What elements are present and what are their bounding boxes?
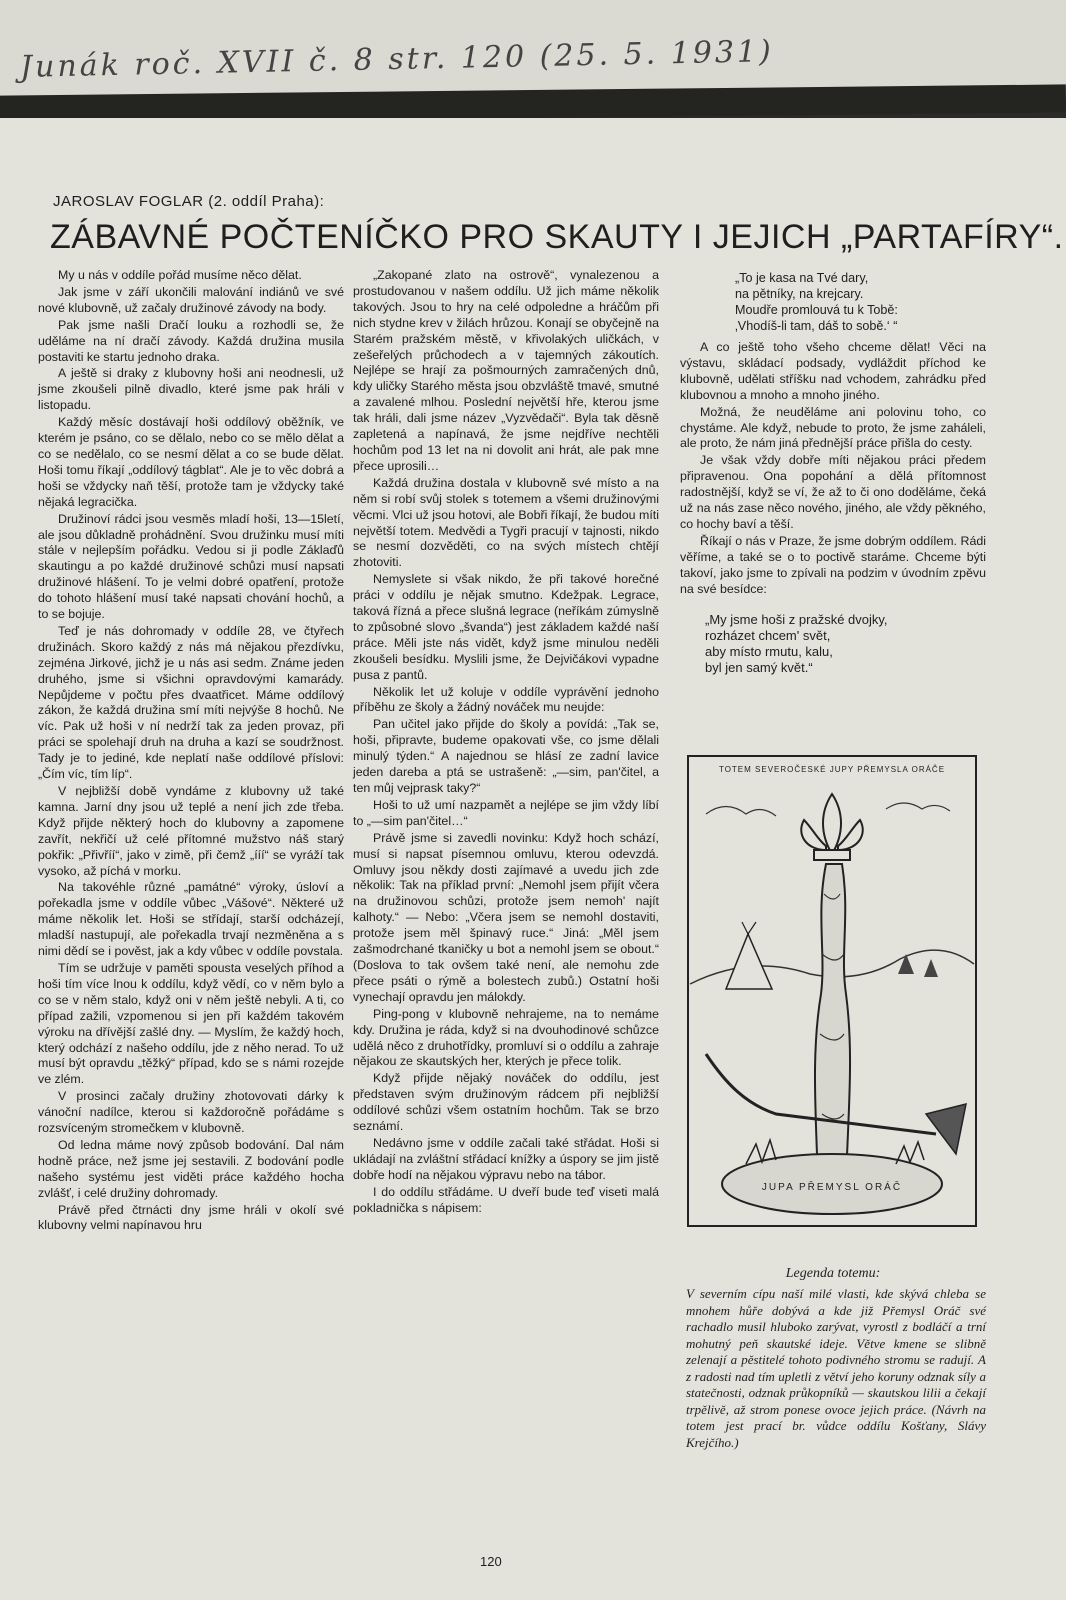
paragraph: A co ještě toho všeho chceme dělat! Věci na výstavu, skládací podsady, vydláždit příchod ke klubovně, udělati stříšku nad vchodem, zahrádku před klubovnou a mnoho a mnoho jiného. <box>680 340 986 402</box>
page-number: 120 <box>480 1554 502 1569</box>
paragraph: V nejbližší době vyndáme z klubovny už také kamna. Jarní dny jsou už teplé a není jich zde třeba. Když přijde některý hoch do klubovny a zapomene zavřít, nekřičí už celé přítomné mužstvo náš starý pokřik: „Přivříí“, jako v zimě, při čemž „ííí“ se vyráží tak vysoko, až píchá v morku. <box>38 784 344 878</box>
byline: JAROSLAV FOGLAR (2. oddíl Praha): <box>53 193 325 210</box>
column-3 <box>680 268 986 686</box>
paragraph: Ping-pong v klubovně nehrajeme, na to nemáme kdy. Družina je ráda, když si na dvouhodinové schůzce udělá něco z druhotřídky, promluví si o oddílu a zahraje nějakou ze skautských her, kterých je přece tolik. <box>353 1006 659 1069</box>
paragraph: Každá družina dostala v klubovně své místo a na něm si robí svůj stolek s totemem a všemi družinovými věcmi. Vlci už jsou hotovi, ale Bobři říkají, že budou míti největší totem. Medvědi a Tygři pracují v tajnosti, nikdo se nesmí dozvěděti, co na svých místech chtějí zhotoviti. <box>353 475 659 570</box>
paragraph: Hoši to už umí nazpamět a nejlépe se jim vždy líbí to „—sim pan'čitel…“ <box>353 797 659 828</box>
song-verse: „My jsme hoši z pražské dvojky, rozházet chcem' svět, aby místo rmutu, kalu, byl jen samý květ.“ <box>705 611 888 675</box>
paragraph: Každý měsíc dostávají hoši oddílový oběžník, ve kterém je psáno, co se dělalo, nebo co se mělo dělat a co se nedělalo, co se nesmí dělat a co se bude dělat. Hoši tomu říkají „oddílový tágblat“. Ale je to věc dobrá a hoši se vždycky naň těší, protože tam je vždycky také nějaká legracička. <box>38 415 344 509</box>
legend-title: Legenda totemu: <box>785 1266 881 1281</box>
paragraph: Několik let už koluje v oddíle vyprávění jednoho příběhu ze školy a žádný nováček mu neujde: <box>353 684 659 715</box>
paragraph: Říkají o nás v Praze, že jsme dobrým oddílem. Rádi věříme, a také se o to poctivě staráme. Chceme býti takoví, jako jsme to zpívali na podzim v úvodním zpěvu na své besídce: <box>680 533 986 596</box>
paragraph: Tím se udržuje v paměti spousta veselých příhod a hoši tím více lnou k oddílu, když vědí, co v něm bylo a co se v něm stalo, když oni v něm ještě nebyli. A ti, co případ zažili, vzpomenou si jen při každém takovém výroku na dřívější zašlé dny. — Myslím, že každý hoch, který odchází z našeho oddílu, jde z něho nerad. To už musí být opravdu „těžký“ případ, kdo se s námi rozejde ve zlém. <box>38 960 344 1087</box>
paragraph: Družinoví rádci jsou vesměs mladí hoši, 13—15letí, ale jsou důkladně prohádnění. Svou družinku musí míti stále v nejlepším pořádku. Vedou si ji podle Záklaďů skautingu a po každé družinové schůzi musí napsati družinové hlášení. To je velmi dobré opatření, protože do tohoto hlášení musí také napsati chování hochů, a to se bojuje. <box>38 511 344 622</box>
paragraph: Pan učitel jako přijde do školy a povídá: „Tak se, hoši, připravte, budeme opakovati vše, co jsme dělali minulý týden.“ A najednou se hlásí ze zadní lavice jeden dareba a ptá se ustrašeně: „—sim, pan'čitel, a ten můj vejprask taky?“ <box>353 717 659 795</box>
paragraph: Od ledna máme nový způsob bodování. Dal nám hodně práce, než jsme jej sestavili. Z bodování podle našeho systému jest viděti práce každého hocha zvlášť, i celé družiny dohromady. <box>38 1137 344 1200</box>
paragraph: I do oddílu střádáme. U dveří bude teď viseti malá pokladnička s nápisem: <box>353 1184 659 1215</box>
piggy-bank-verse: „To je kasa na Tvé dary, na pětníky, na krejcary. Moudře promlouvá tu k Tobě: ‚Vhodíš-li tam, dáš to sobě.‘ “ <box>735 271 898 333</box>
legend-text: V severním cípu naší milé vlasti, kde skývá chleba se mnohem hůře dobývá a kde již Přemysl Oráč své rachadlo musil hluboko zarývat, vyrostl z bodláčí a trní mohutný peň skautské ideje. Větve kmene se slibně zelenají a pěstitelé tohoto podivného stromu se radují. A z radosti nad tím upletli z větví jeho koruny odznak síly a statečnosti, odznak průkopníků — skautskou lilii a čekají trpělivě, až strom ponese ovoce jejich práce. (Návrh na totem jest prací br. vůdce oddílu Košťany, Slávy Krejčího.) <box>686 1286 986 1450</box>
paragraph: Možná, že neuděláme ani polovinu toho, co chystáme. Ale když, nebude to proto, že jsme zaháleli, ale proto, že nám jiná přednější práce přišla do cesty. <box>680 404 986 451</box>
paragraph: A ještě si draky z klubovny hoši ani neodnesli, už jsme zkoušeli pilně divadlo, které jsme pak hráli v listopadu. <box>38 366 344 413</box>
totem-illustration <box>686 754 978 1228</box>
paragraph: Právě před čtrnácti dny jsme hráli v okolí své klubovny velmi napínavou hru <box>38 1202 344 1233</box>
column-1 <box>38 268 344 1235</box>
paragraph: Nemyslete si však nikdo, že při takové horečné práci v oddílu je nějak smutno. Kdežpak. Legrace, taková řízná a přece slušná legrace (neříkám zúmyslně to způsobné slovo „švanda“) jest základem každé naší práce. Měli jste nás vidět, když jsme minulou neděli zkoušeli besídku. Myslili jsme, že Dejvičákovi vypadne pusa z pantů. <box>353 572 659 682</box>
paragraph: Když přijde nějaký nováček do oddílu, jest představen svým družinovým rádcem při nejbližší oddílové schůzi všem ostatním hochům. Tak se brzo seznámí. <box>353 1071 659 1134</box>
paragraph: Jak jsme v září ukončili malování indiánů ve své nové klubovně, už začaly družinové závody na body. <box>38 284 344 315</box>
paragraph: Nedávno jsme v oddíle začali také střádat. Hoši si ukládají na zvláštní střádací knížky a úspory se jim jistě dobře hodí na nějakou výpravu nebo na tábor. <box>353 1135 659 1182</box>
paragraph: Pak jsme našli Dračí louku a rozhodli se, že uděláme na ní dračí závody. Každá družina musila postaviti ke startu jednoho draka. <box>38 317 344 364</box>
column-2 <box>353 268 659 1217</box>
handwritten-note: Junák roč. XVII č. 8 str. 120 (25. 5. 1931) <box>19 34 775 85</box>
illustration-caption: TOTEM SEVEROČESKÉ JUPY PŘEMYSLA ORÁČE <box>718 765 946 774</box>
paragraph: V prosinci začaly družiny zhotovovati dárky k vánoční nadílce, kterou si každoročně pořádáme s rozsvíceným stromečkem v klubovně. <box>38 1089 344 1136</box>
newspaper-page <box>0 118 1066 1600</box>
paragraph: Teď je nás dohromady v oddíle 28, ve čtyřech družinách. Skoro každý z nás má nějakou přezdívku, zejména Jirkové, jichž je u nás asi sedm. Známe jeden druhého, jsme si všichni opravdovými kamarády. Nepůjdeme v počtu přes dvaatřicet. Máme oddílový zákon, že každá družina smí míti nejvýše 8 hochů. Ne víc. Pak už hoši v ní nedrží tak za jeden provaz, při práci se spolehají druh na druha a kazí se soudržnost. Tady je to jediné, kde neplatí naše oddílové příslovi: „Čím víc, tím líp“. <box>38 623 344 782</box>
base-inscription: JUPA PŘEMYSL ORÁČ <box>761 1182 903 1193</box>
paragraph: Právě jsme si zavedli novinku: Když hoch schází, musí si napsat písemnou omluvu, kterou odevzdá. Omluvy jsou někdy dosti zajímavé a uvedu jich zde několik: Tak na příklad první: „Nemohl jsem přijít včera na družinovou schůzi, protože jsem nemoh' najít kalhoty.“ — Nebo: „Včera jsem se nemohl dostaviti, protože jsem měl špinavý ruce.“ Jiná: „Měl jsem zašmodrchané tkaničky u bot a nemohl jsem se obout.“ (Doslova to tak ovšem také není, ale nemohu zde přece psáti o rýmě a bolestech zubů.) Ostatní hoši vynechají opravdu jen málokdy. <box>353 830 659 1004</box>
article-headline: ZÁBAVNÉ POČTENÍČKO PRO SKAUTY I JEJICH „PARTAFÍRY“. <box>50 218 1064 256</box>
paragraph: Je však vždy dobře míti nějakou práci předem připravenou. Ona popohání a dělá přítomnost radostnější, když se ví, že až to či ono doděláme, čeká už na nás zase něco nového, jiného, ale vždy pěkného, co hochy baví a těší. <box>680 453 986 531</box>
paragraph: My u nás v oddíle pořád musíme něco dělat. <box>58 268 302 282</box>
paragraph: „Zakopané zlato na ostrově“, vynalezenou a prostudovanou v našem oddílu. Už jich máme několik takových. Jsou to hry na celé odpoledne a hráčům při nich stydne krev v žilách hrůzou. Konají se obyčejně na Starém pražském městě, v křivolakých uličkách, v zešeřelých průchodech a v tajemných zákoutích. Nejlépe se hrají za pošmourných zamračených dnů, kdy uličky Starého města jsou obzvláště tmavé, smutné a zavalené mlhou. Poslední největší hře, kterou jsme tak hráli, dali jsme název „Vyzvědači“. Byla tak děsně zapletená a napínavá, že jsme nejdříve nechtěli hochům pod 13 let na ni dovolit ani hrát, ale pak mne přece uprosili… <box>353 268 659 473</box>
paragraph: Na takovéhle různé „památné“ výroky, úsloví a pořekadla jsme v oddíle vůbec „Vášové“. Některé už máme několik let. Hoši se střídají, starší odcházejí, mladší nastupují, ale pořekadla trvají nezměněna a s nimi dědí se i pověst, jak a kdy vůbec v oddíle povstala. <box>38 880 344 959</box>
handwritten-note-strip <box>0 0 1066 100</box>
